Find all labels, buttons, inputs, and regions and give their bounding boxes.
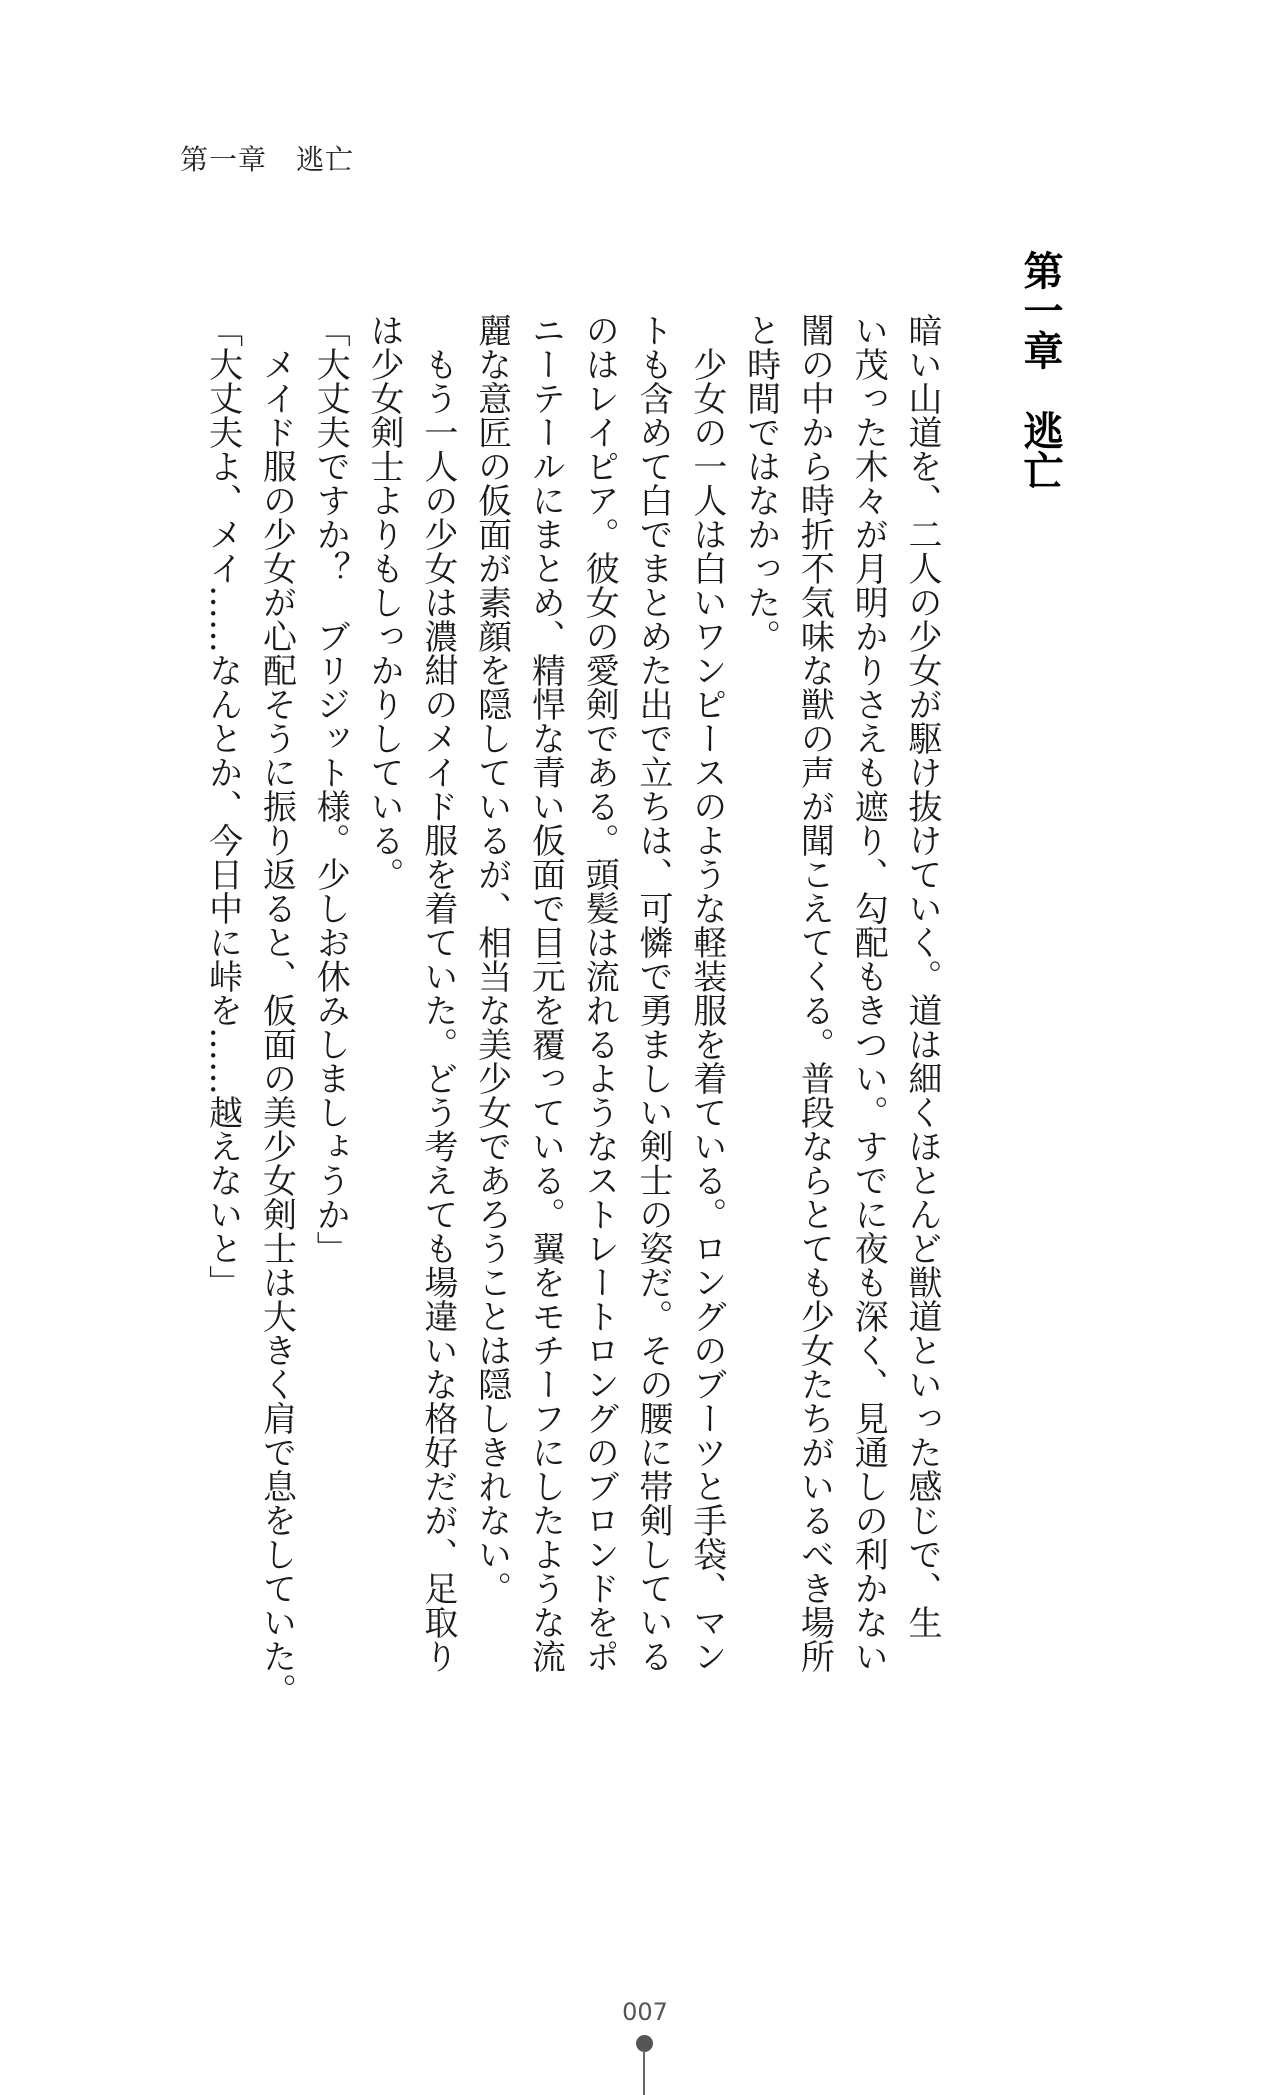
chapter-title: 第一章 逃亡 bbox=[1017, 250, 1064, 490]
text-column: は少女剣士よりもしっかりしている。 bbox=[364, 313, 405, 891]
text-column: トも含めて白でまとめた出で立ちは、可憐で勇ましい剣士の姿だ。その腰に帯剣している bbox=[633, 313, 674, 1673]
text-column: い茂った木々が月明かりさえも遮り、勾配もきつい。すでに夜も深く、見通しの利かない bbox=[848, 313, 889, 1673]
text-column: 「大丈夫よ、メイ……なんとか、今日中に峠を……越えないと」 bbox=[202, 313, 243, 1299]
text-column: メイド服の少女が心配そうに振り返ると、仮面の美少女剣士は大きく肩で息をしていた。 bbox=[256, 313, 297, 1707]
page-marker-line bbox=[643, 2050, 645, 2095]
running-header: 第一章 逃亡 bbox=[180, 143, 355, 176]
text-column: 「大丈夫ですか？ ブリジット様。少しお休みしましょうか」 bbox=[310, 313, 351, 1265]
body-text bbox=[194, 313, 948, 1707]
text-column: 少女の一人は白いワンピースのような軽装服を着ている。ロングのブーツと手袋、マン bbox=[686, 313, 727, 1673]
text-column: 暗い山道を、二人の少女が駆け抜けていく。道は細くほとんど獣道といった感じで、生 bbox=[902, 313, 942, 1639]
text-column: のはレイピア。彼女の愛剣である。頭髪は流れるようなストレートロングのブロンドをポ bbox=[579, 313, 620, 1673]
text-column: もう一人の少女は濃紺のメイド服を着ていた。どう考えても場違いな格好だが、足取り bbox=[417, 313, 458, 1673]
text-column: と時間ではなかった。 bbox=[740, 313, 781, 653]
page-number: 007 bbox=[622, 1998, 668, 2026]
text-column: 闇の中から時折不気味な獣の声が聞こえてくる。普段ならとても少女たちがいるべき場所 bbox=[794, 313, 835, 1673]
text-column: 麗な意匠の仮面が素顔を隠しているが、相当な美少女であろうことは隠しきれない。 bbox=[471, 313, 512, 1605]
text-column: ニーテールにまとめ、精悍な青い仮面で目元を覆っている。翼をモチーフにしたような流 bbox=[525, 313, 566, 1673]
